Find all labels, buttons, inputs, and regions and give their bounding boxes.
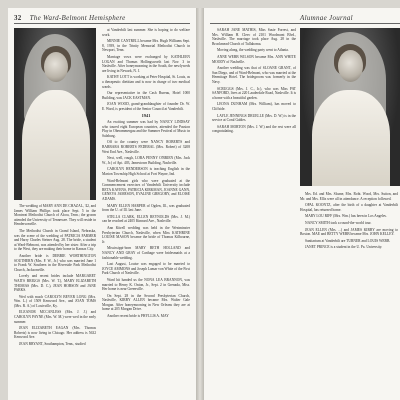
paragraph: MARY ELLEN HARPER of Ogden, Ill., was graduated from the U. of Ill. last June. [102, 203, 190, 213]
paragraph: Marriage vows were exchanged by KATHLEEN LOGAN and Thomas Hollingsworth last Nov. 3 in Nashville. After honeymooning in the South, the newlyweds are living in Newark, N. J. [102, 54, 190, 73]
left-running-head-title: The Ward-Belmont Hemisphere [29, 14, 126, 22]
left-column-1 [14, 204, 96, 398]
paragraph: Off to the country were NANCY ROBERTS and BARBARA ROBERTS FEDERAL (Mrs. Robert) of 3208 West End Ave., Nashville. [102, 140, 190, 154]
paragraph: Wed with much CAROLYN BEVER LONG (Mrs. Wm. L.) of 1509 Kenwood Ave., and JOAN TOMS (Mrs. R. A.) of Louisville, Ky. [14, 294, 96, 308]
paragraph: LAYLE JENNINGS DRUELLE (Mrs. D. W.) is in the service at Coral Gables. [212, 113, 296, 123]
paragraph: JOAN WOOD, grand-granddaughter of founder Dr. W. E. Ward, is president of the Senior Council at Vanderbilt. [102, 102, 190, 111]
paragraph: Another bride is DEBBIE WORTHINGTON SOUTHERN (Mrs. F. W., Jr.) who was married June 1 to Frank W. Southern in the Riverside Park Methodist Church, Jacksonville. [14, 253, 96, 272]
paragraph: NANCY SMITH took a round-the-world tour. [305, 220, 372, 225]
paragraph: Another wedding was that of SLOANE GRANT, of San Diego, and of Ward-Belmont, who was married at the Hermitage Hotel. The bridegroom was formerly in the Navy. [212, 66, 296, 84]
paragraph: OPAL KOONTZ, after the birth of a daughter at Vanderbilt Hospital, has returned home. [300, 203, 398, 212]
right-running-head: Alumnae Journal [300, 14, 353, 22]
paragraph: An exciting summer was had by NANCY LINDSAY who toured eight European countries, attended the Passion Play in Oberammergau and the Summer Festival of Music in Salzburg. [102, 120, 190, 138]
paragraph: JEAN BRYANT, Southampton, Tenn., studied [19, 342, 86, 347]
paragraph: KATHY LOTT is working at Peter Hospital, St. Louis, as a therapeutic dietitian and is now in charge of two medical wards. [102, 75, 190, 89]
page-number: 32 [14, 14, 22, 22]
paragraph: Mississippi-born MARY BETH HOLLAND and NANCY AND GRAY of Carthage were bridesmaids at a fashionable wedding. [102, 246, 190, 260]
paragraph: MARY LOU RIFF (Mrs. Wm.) has been in Los Angeles. [305, 214, 387, 219]
left-column-2 [102, 28, 190, 398]
paragraph: ANNE WEBB WILSON became Mrs. ANN WHITE MOODY of Nashville. [212, 54, 296, 64]
paragraph: ELEANOR MCCANLESS (Mrs. J. J.) and CAROLYN PAYNE (Mrs. W. M.) were wed in the early summer. [14, 310, 96, 324]
paragraph: Ward hit handed us the NONA LEA BRANNON, was married to Henry K. Onion, Jr., Sept. 2 in Grenada, Miss. Her home is near Greenville. [102, 277, 190, 292]
right-page [204, 8, 400, 400]
paragraph: SARAH JANE MATHIS, Miss Susie Forrest, and Mrs. William H. Cleec of 2101 Woodmont Blvd., Nashville. The marriage took place Aug. 28 in the Brookmead Church of Tullahoma. [212, 28, 296, 46]
book-gutter [196, 8, 204, 400]
paragraph: CAROLYN HENDERSON is teaching English in the Marion Township High School at Fort Wayne, Ind. [102, 167, 190, 177]
paragraph: Another recent bride is PHYLLIS A. MAY [107, 314, 169, 319]
paragraph: STELLA CLARK, ELLEN REYNOLDS (Mrs. J. M.) can be reached at 2405 Kinnard Ave., Nashville. [102, 214, 190, 224]
bride-portrait-right [300, 28, 400, 186]
paragraph: JEAN ELIZABETH EAGAN (Mrs. Thomas Roberts) is now living in Chicago. Her address is 5632 Kenwood Ave. [14, 326, 96, 340]
paragraph: Last August, Louise was engaged to be married to JOYCE AMMONS and Joseph Lamar von White of the First Park Church of Nashville. [102, 262, 190, 276]
bride-portrait-left [14, 28, 96, 200]
right-column-2 [300, 192, 398, 398]
left-head-rule [14, 23, 190, 24]
paragraph: MINNIE CANTRELL became Mrs. Hugh Williams Sept. 8, 1939, in the Trinity Memorial Methodist Church in Newport, Tenn. [102, 39, 190, 53]
paragraph: LEONA DUNHAM (Mrs. William), has moved to Cliffside. [212, 102, 296, 111]
paragraph: The Methodist Church in Grand Island, Nebraska, was the scene of the wedding of PATRICIA FARMER and Harry Charles Steiner Aug. 28. The bride, a student at Ward-Belmont, was attended by her sister. After a trip to the West, they are making their home in Kansas City. [14, 228, 96, 252]
paragraph: JEAN ELLEN (Mrs. ...) and JAMES KIRBY are moving to Boston. MAE and BETTY WEBB became Mrs. JOHN KELLEY. [300, 227, 398, 237]
paragraph: SARAH MORTON (Mrs. J. W.) and the rest were all congratulating. [212, 124, 296, 134]
class-year-heading: 1941 [141, 112, 151, 118]
paragraph: Our representative in the Cash Bureau, Hotel 1000 Building, was JACK EASTMAN. [102, 91, 190, 100]
left-page [8, 8, 196, 400]
paragraph: Ward-Belmont girls who were graduated at the Commencement exercises of Vanderbilt University include RETA KAVENS, PATRICIA KIRKMAN, JOANNE GANN, GENEVA JAMESON, EVALINE GREGORY, and ELOISE ADAMS. [102, 178, 190, 201]
paragraph: Ann Kitrell wedding was held in the Westminster Presbyterian Church, Nashville, when Miss KATHRINE LOUISE MASON became the bride of Thomas Kilbourne, Jr. [102, 225, 190, 244]
paragraph: SCRUGGS (Mrs. J. C., Jr.), who was Miss PAT SANFORD, lives at 220 Lauderdale Road, Nashville. It is a home with a beautiful garden. [212, 86, 296, 100]
paragraph: Sanitarium at Vanderbilt are TURNER and LOUIS WEBB. [305, 238, 391, 243]
left-running-head [14, 14, 126, 22]
paragraph: On Sept. 28 in the Second Presbyterian Church, Nashville, KIRBY ALLEN became Mrs. Walter Gale Morgan. After honeymooning in New Orleans they are at home at 205 Morgan Drive. [102, 293, 190, 312]
paragraph: Lovely and recent brides include MARGARET WAITS BRIGGS (Mrs. W. T.), MARY ELIZABETH THOMAS (Mrs. D. C.), JEAN HOBSON and JANE PARKS. [14, 274, 96, 293]
paragraph: Next, well, rough, LORA PENNY O'BRIEN (Mrs. Jack W., Jr.) of Apt. 403, Jamestown Building, Nashville. [102, 156, 190, 165]
paragraph: Moving along, the wedding party went to Atlanta. [217, 48, 289, 53]
right-column-1 [212, 28, 296, 398]
right-head-rule [210, 23, 400, 24]
paragraph: at Vanderbilt last summer. She is hoping to do welfare work. [102, 28, 190, 37]
paragraph: Mrs. Ed. and Mrs. Sloane, Mrs. Robt. Wood, Mrs. Sutton, and Mr. and Mrs. Ellis were all in attendance. A reception followed. [300, 192, 398, 201]
paragraph: JANET PRINCE is a student in the U. Pa. University. [305, 245, 383, 250]
paragraph: The wedding of MARY ANN DE CHAZAL, '42, and James William Phillips took place Sept. 5 in the Montreat Methodist Church of Alcoa, Tenn.; the groom attended the University of Tennessee. They will reside in Hendersonville. [14, 204, 96, 227]
